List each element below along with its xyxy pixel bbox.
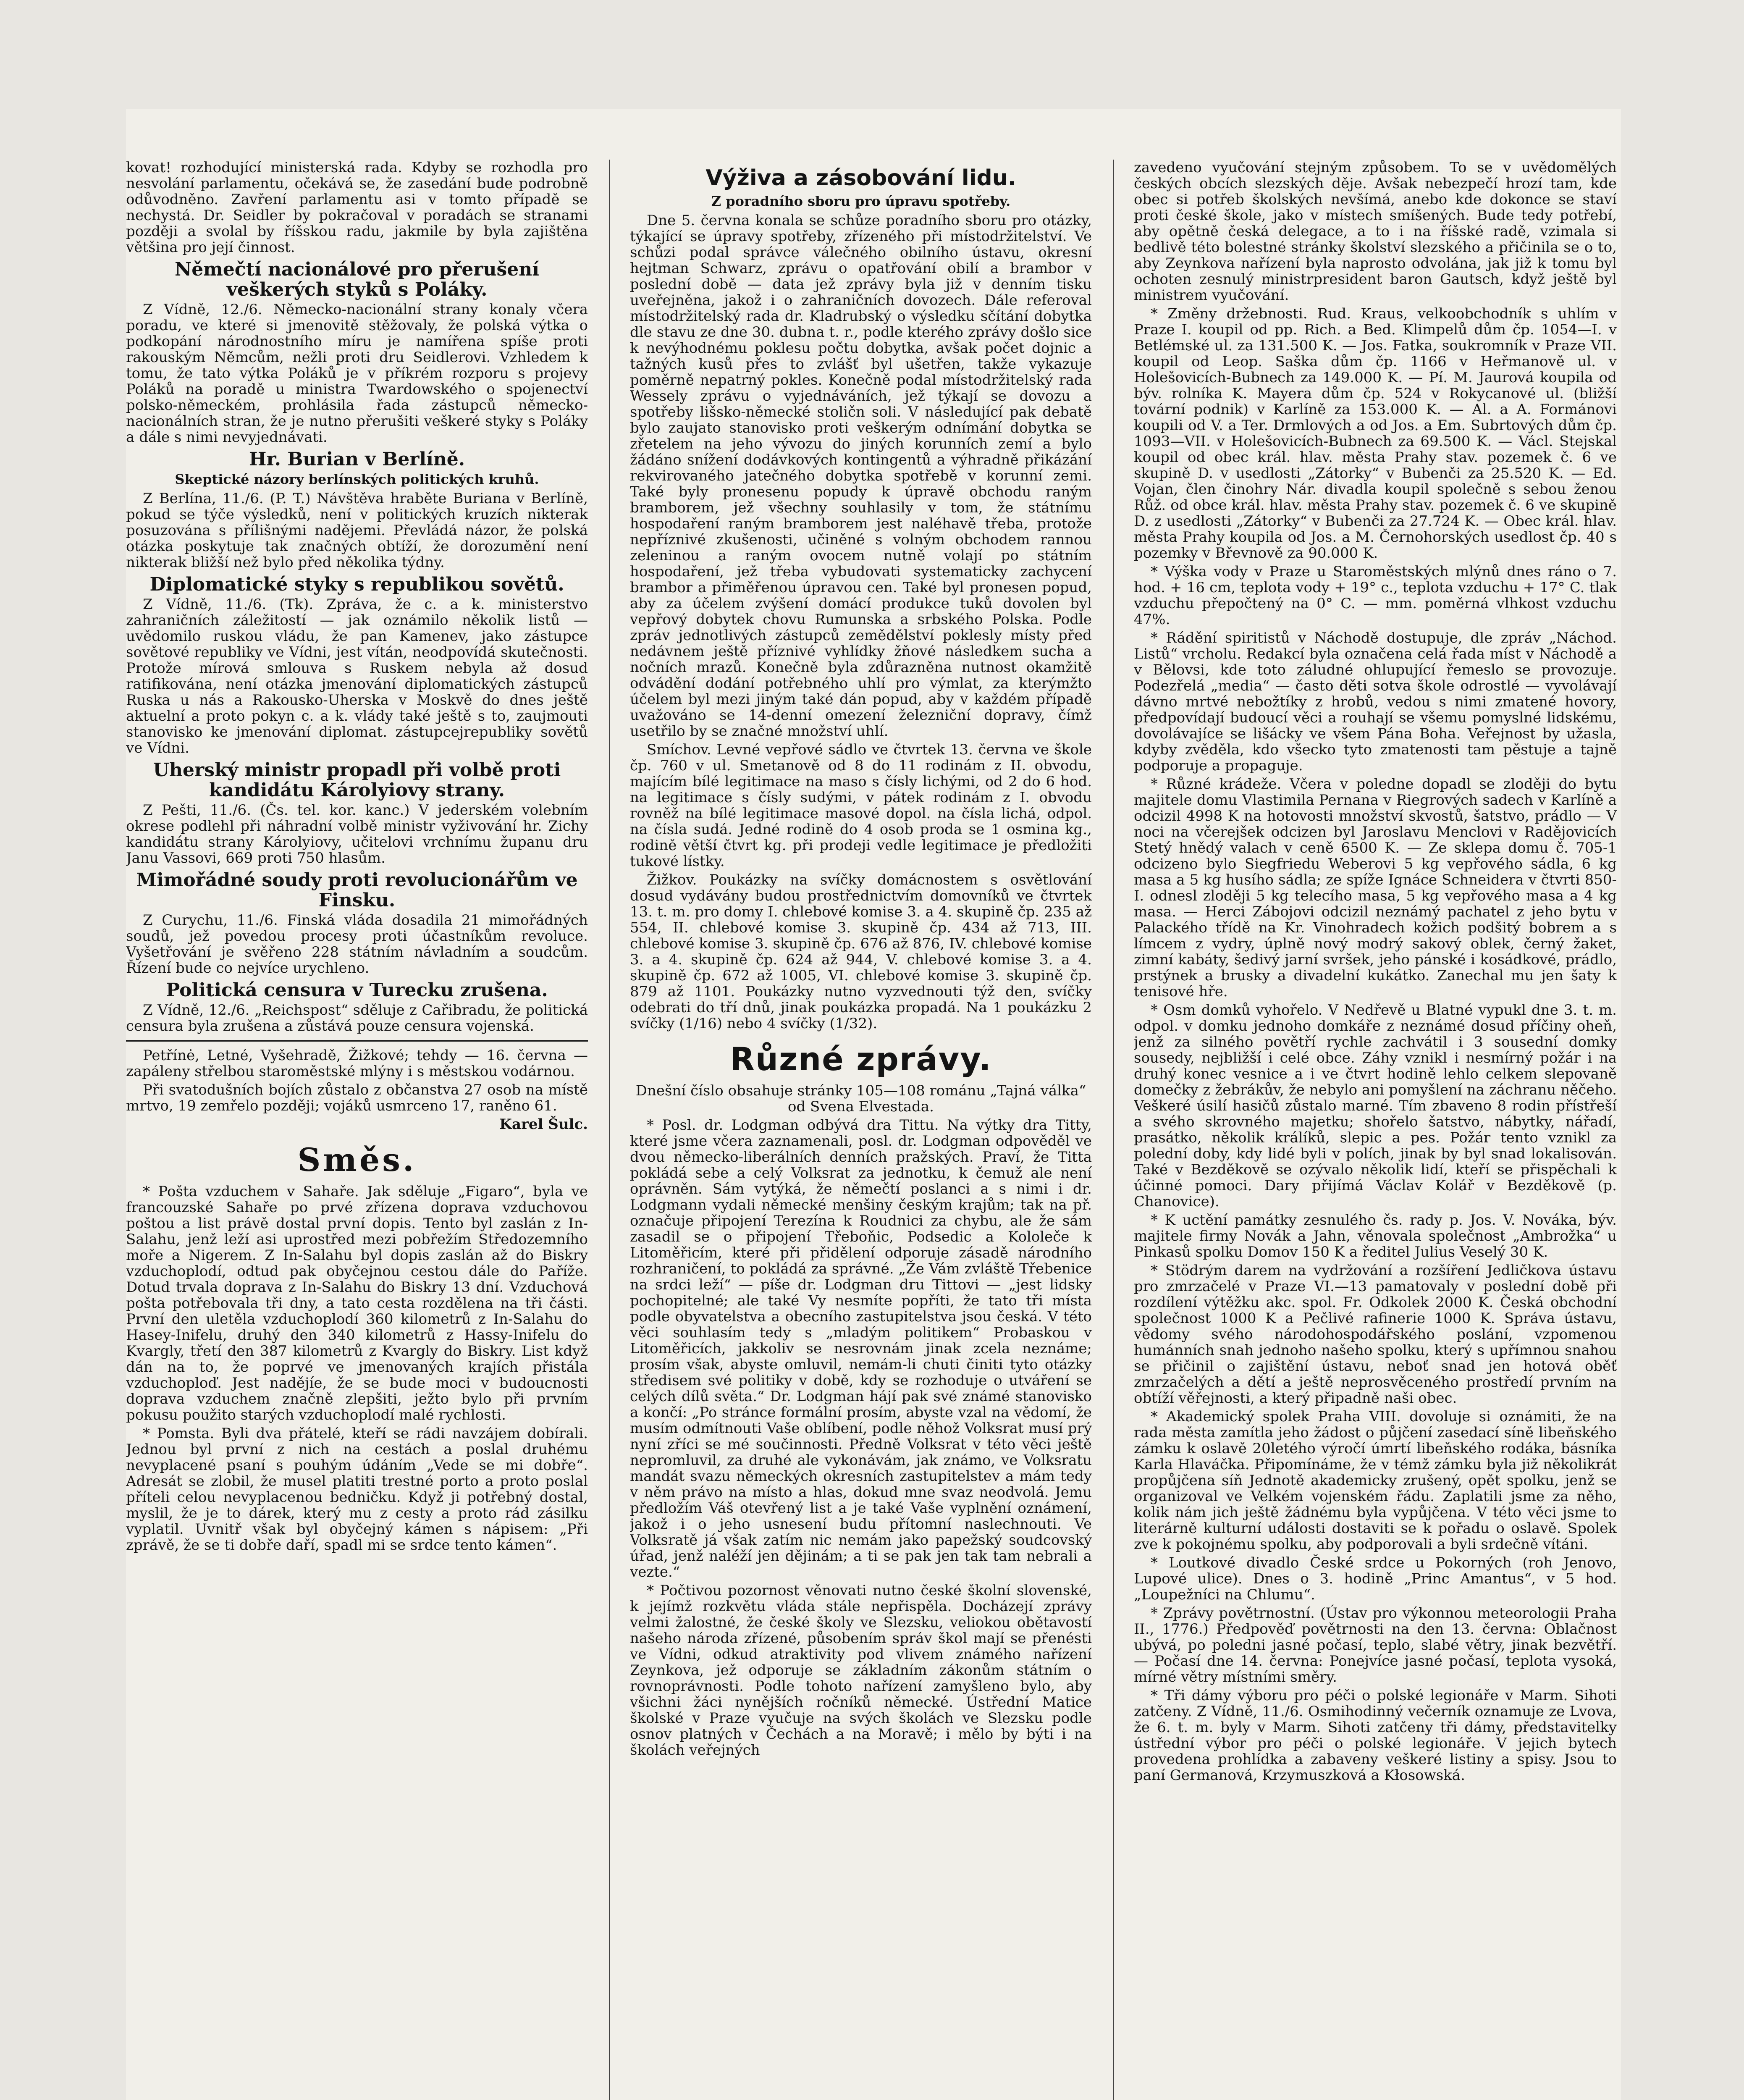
headline: Hr. Burian v Berlíně. [249,449,465,470]
article-text: Dnešní číslo obsahuje stránky 105—108 románu „Tajná válka“ od Svena Elvestada. [635,1082,1086,1115]
article-text: * Výška vody v Praze u Staroměstských mlýnů dnes ráno o 7. hod. + 16 cm, teplota vody + 19° c., teplota vzduchu + 17° C. tlak vzduchu přepočtený na 0° C. — mm. poměrná vlhkost vzduchu 47%. [1134,563,1617,628]
author-signature: Karel Šulc. [499,1116,588,1133]
article-text: * Akademický spolek Praha VIII. dovoluje si oznámiti, že na rada města zamítla jeho žádost o půjčení zasedací síně libeňského zámku k oslavě 20letého výročí úmrtí libeňského rodáka, básníka Karla Hlaváčka. Připomínáme, že v témž zámku byla již několikrát propůjčena síň Jednotě akademicky zrušený, opět spolku, jenž se organizoval ve Velkém vojenském řádu. Zaplatili jsme za něho, kolik nám jich ještě žádnému byla vypůjčena. V této věci jsme to literárně kulturní události dostaviti se k pořadu o oslavě. Spolek zve k pokojnému spolku, aby podporovali a byli srdečně vítáni. [1134,1408,1617,1553]
headline: Uherský ministr propadl při volbě proti kandidátu Károlyiovy strany. [153,759,561,801]
column-divider [609,160,610,2100]
article-text: kovat! rozhodující ministerská rada. Kdyby se rozhodla pro nesvolání parlamentu, očekává se, že zasedání bude podrobně odůvodněno. Zavření parlamentu asi v tomto případě se nechystá. Dr. Seidler by pokračoval v poradách se stranami později a svolal by říšskou radu, jakmile by byla zajištěna většina pro její činnost. [126,160,588,256]
article-text: zavedeno vyučování stejným způsobem. To se v uvědomělých českých obcích slezských děje. Avšak nebezpečí hrozí tam, kde obec si potřeb školských nevšímá, anebo kde dokonce se staví proti české škole, jako v místech smíšených. Bude tedy potřebí, aby opětně česká delegace, a to i na říšské radě, vzimala si bedlivě této bolestné stránky školství slezského a přičinila se o to, aby Zeynkova nařízení byla naprosto odvolána, jak již k tomu byl ochoten zesnulý ministrpresident baron Gautsch, když ještě byl ministrem vyučování. [1134,160,1617,304]
headline: Mimořádné soudy proti revolucionářům ve Finsku. [136,869,578,911]
section-title: Výživa a zásobování lidu. [705,165,1016,191]
article-text: Z Curychu, 11./6. Finská vláda dosadila 21 mimořádných soudů, jež povedou procesy proti účastníkům revoluce. Vyšetřování je svěřeno 228 státním návladním a soudcům. Řízení bude co nejvíce urychleno. [126,912,588,976]
section-title: Směs. [297,1141,417,1179]
subheadline: Skeptické názory berlínských politických kruhů. [175,471,539,487]
newspaper-page [126,109,1621,2100]
headline: Politická censura v Turecku zrušena. [166,979,548,1001]
article-text: * K uctění památky zesnulého čs. rady p. Jos. V. Nováka, býv. majitele firmy Novák a Jahn, věnovala společnost „Ambrožka“ u Pinkasů spolku Domov 150 K a ředitel Julius Veselý 30 K. [1134,1212,1617,1260]
section-rule [126,1040,588,1042]
article-text: Z Vídně, 12./6. „Reichspost“ sděluje z Cařibradu, že politická censura byla zrušena a zůstává pouze censura vojenská. [126,1002,588,1034]
article-text: * Změny držebnosti. Rud. Kraus, velkoobchodník s uhlím v Praze I. koupil od pp. Rich. a Bed. Klimpelů dům čp. 1054—I. v Betlémské ul. za 131.500 K. — Jos. Fatka, soukromník v Praze VII. koupil od Leop. Saška dům čp. 1166 v Heřmanově ul. v Holešovicích-Bubnech za 149.000 K. — Pí. M. Jaurová koupila od býv. rolníka K. Mayera dům čp. 524 v Rokycanové ul. (bližší tovární podnik) v Karlíně za 153.000 K. — Al. a A. Formánovi koupili od V. a Ter. Drmlových a od Jos. a Em. Subrtových dům čp. 1093—VII. v Holešovicích-Bubnech za 69.500 K. — Václ. Stejskal koupil od obec král. hlav. města Prahy stav. pozemek č. 6 ve skupině D. v usedlosti „Zátorky“ v Bubenči za 25.520 K. — Ed. Vojan, člen činohry Nár. divadla koupil společně s sebou ženou Růž. od obce král. hlav. města Prahy stav. pozemek č. 6 ve skupině D. z usedlosti „Zátorky“ v Bubenči za 27.724 K. — Obec král. hlav. města Prahy koupila od Jos. a M. Černohorských usedlost čp. 40 s pozemky v Břevnově za 90.000 K. [1134,305,1617,562]
article-text: * Počtivou pozornost věnovati nutno české školní slovenské, k jejímž rozkvětu vláda stále nepřispěla. Docházejí zprávy velmi žalostné, že české školy ve Slezsku, veliokou obětavostí našeho národa zřízené, působením správ škol mají se přenésti ve Vídni, odkud atraktivity pod vlivem známého nařízení Zeynkova, jež odporuje se základním zákonům státním o rovnoprávnosti. Podle tohoto nařízení zamyšleno bylo, aby všichni žáci nynějších ročníků německé. Ústřední Matice školské v Praze vyučuje na svých školách ve Slezsku podle osnov platných v Čechách a na Moravě; i mělo by býti i na školách veřejných [630,1582,1092,1759]
subheadline: Z poradního sboru pro úpravu spotřeby. [711,193,1011,209]
article-text: * Loutkové divadlo České srdce u Pokorných (roh Jenovo, Lupové ulice). Dnes o 3. hodině „Princ Amantus“, v 5 hod. „Loupežníci na Chlumu“. [1134,1554,1617,1603]
article-text: Z Berlína, 11./6. (P. T.) Návštěva hraběte Buriana v Berlíně, pokud se týče výsledků, není v politických kruzích nikterak posuzována s přílišnými nadějemi. Převládá názor, že polská otázka poskytuje tak značných obtíží, že dorozumění není nikterak bližší než bylo před několika týdny. [126,490,588,571]
headline: Diplomatické styky s republikou sovětů. [149,574,564,595]
article-text: * Stödrým darem na vydržování a rozšíření Jedličkova ústavu pro zmrzačelé v Praze VI.—13 pamatovaly v poslední době při rozdílení výtěžku akc. spol. Fr. Odkolek 2000 K. Česká obchodní společnost 1000 K a Pečlivé rafinerie 1000 K. Správa ústavu, vědomy svého národohospodářského poslání, vzpomenou humánních snah jednoho našeho spolku, který s upřímnou snahou se přičinil o zajištění ústavu, neboť snad jen hotová oběť zmrzačelých a dětí a ještě neprosvěceného prostředí prvním na obtíží věřejnosti, a který připadně naši obec. [1134,1262,1617,1407]
column-3 [1134,160,1617,2100]
article-text: * Různé krádeže. Včera v poledne dopadl se zloději do bytu majitele domu Vlastimila Pernana v Riegrových sadech v Karlíně a odcizil 4998 K na hotovosti množství skvostů, šatstvo, prádlo — V noci na včerejšek odcizen byl Jaroslavu Menclovi v Radějovicích Stetý hnědý valach v ceně 6500 K. — Ze sklepa domu č. 705-1 odcizeno bylo Siegfriedu Weberovi 5 kg vepřového sádla, 6 kg masa a 5 kg husího sádla; ze spíže Ignáce Schneidera v čtvrti 850-I. odnesl zloději 5 kg telecího masa, 5 kg vepřového masa a 4 kg masa. — Herci Zábojovi odcizil neznámý pachatel z jeho bytu v Palackého třídě na Kr. Vinohradech kožich podšitý bobrem a s límcem z vydry, úplně nový modrý sakový oblek, černý žaket, zimní kabáty, šedivý jarní svršek, jeho pánské i kosádkové, prádlo, prstýnek a brusky a divadelní kukátko. Zanechal mu jen šaty k tenisové hře. [1134,776,1617,1000]
article-text: Z Pešti, 11./6. (Čs. tel. kor. kanc.) V jederském volebním okrese podlehl při náhradní volbě ministr vyživování hr. Zichy kandidátu strany Károlyiovy, učitelovi vrchnímu županu dru Janu Vassovi, 669 proti 750 hlasům. [126,802,588,866]
article-text: Žižkov. Poukázky na svíčky domácnostem s osvětlování dosud vydávány budou prostřednictvím domovníků ve čtvrtek 13. t. m. pro domy I. chlebové komise 3. a 4. skupině čp. 235 až 554, II. chlebové komise 3. skupině čp. 434 až 713, III. chlebové komise 3. skupině čp. 676 až 876, IV. chlebové komise 3. a 4. skupině čp. 624 až 944, V. chlebové komise 3. a 4. skupině čp. 672 až 1005, VI. chlebové komise 3. skupině čp. 879 až 1101. Poukázky nutno vyzvednouti týž den, svíčky odebrati do tří dnů, jinak poukázka propadá. Na 1 poukázku 2 svíčky (1/16) nebo 4 svíčky (1/32). [630,872,1092,1032]
article-text: * Pošta vzduchem v Sahaře. Jak sděluje „Figaro“, byla ve francouzské Sahaře po prvé zřízena doprava vzduchovou poštou a list právě dostal první dopis. Tento byl zaslán z In-Salahu, jenž leží asi uprostřed mezi pobřežím Středozemního moře a Nigerem. Z In-Salahu byl dopis zaslán až do Biskry vzduchoplodí, odtud pak obyčejnou cestou dále do Paříže. Dotud trvala doprava z In-Salahu do Biskry 13 dní. Vzduchová pošta potřebovala tři dny, a tato cesta rozdělena na tři části. První den uletěla vzduchoplodí 360 kilometrů z In-Salahu do Hasey-Inifelu, druhý den 340 kilometrů z Hassy-Inifelu do Kvargly, třetí den 387 kilometrů z Kvargly do Biskry. List když dán na to, že poprvé ve jmenovaných krajích přistála vzduchoploď. Jest nadějíe, že se bude moci v budoucnosti doprava vzduchem značně zlepšiti, ježto bylo při prvním pokusu použito starých vzduchoplodí malé rychlosti. [126,1183,588,1423]
article-text: Při svatodušních bojích zůstalo z občanstva 27 osob na místě mrtvo, 19 zemřelo později; vojáků usmrceno 17, raněno 61. [126,1082,588,1114]
article-text: * Rádění spiritistů v Náchodě dostupuje, dle zpráv „Náchod. Listů“ vrcholu. Redakcí byla označena celá řada míst v Náchodě a v Bělovsi, kde toto záludné ohlupující řemeslo se provozuje. Podezřelá „media“ — často děti sotva škole odrostlé — vyvolávají dávno mrtvé nebožtíky z hrobů, vedou s nimi zmatené hovory, předpovídají budoucí věci a rouhají se všemu pomyslné lidskému, dovolávajíce se lišácky ve všem Pána Boha. Veřejnost by užasla, kdyby zvěděla, kdo všecko tyto zmatenosti tam pěstuje a tajně podporuje a propaguje. [1134,630,1617,774]
article-text: * Pomsta. Byli dva přátelé, kteří se rádi navzájem dobírali. Jednou byl první z nich na cestách a poslal druhému nevyplacené psaní s pouhým údáním „Vede se mi dobře“. Adresát se zlobil, že musel platiti trestné porto a proto poslal příteli celou nevyplacenou bedničku. Když ji potřebný dostal, myslil, že je to dárek, který mu z cesty a proto rád zásilku vyplatil. Uvnitř však byl obyčejný kámen s nápisem: „Při zprávě, že se ti dobře daří, spadl mi se srdce tento kámen“. [126,1425,588,1554]
article-text: Z Vídně, 12./6. Německo-nacionální strany konaly včera poradu, ve které si jmenovitě stěžovaly, že polská výtka o podkopání národnostního míru je namířena spíše proti rakouským Němcům, nežli proti dru Seidlerovi. Vzhledem k tomu, že tato výtka Poláků je v příkrém rozporu s projevy Poláků na poradě u ministra Twardowského o spojenectví polsko-německém, prohlásila řada zástupců německo-nacionálních stran, že je nutno přerušiti veškeré styky s Poláky a dále s nimi nevyjednávati. [126,301,588,446]
article-text: * Posl. dr. Lodgman odbývá dra Tittu. Na výtky dra Titty, které jsme včera zaznamenali, posl. dr. Lodgman odpověděl ve dvou německo-liberálních denních pražských. Praví, že Titta pokládá sebe a celý Volksrat za jednotku, k čemuž ale není oprávněn. Sám vytýká, že němečtí poslanci a s nimi i dr. Lodgmann vydali německé menšiny českým krajům; tak na př. označuje připojení Terezína k Roudnici za chybu, ale že sám zasadil se o připojení Třeboňic, Podsedic a Kololeče k Litoměřicím, které při přidělení odporuje zásadě národního rozhraničení, to pokládá za správné. „Že Vám zvláště Třebenice na srdci leží“ — píše dr. Lodgman dru Tittovi — „jest lidsky pochopitelné; ale také Vy nesmíte popříti, že tato tři místa podle obyvatelstva a obecního zastupitelstva jsou česká. V této věci souhlasím tedy s „mladým politikem“ Probaskou v Litoměřicích, jakkoliv se nesrovnám jinak zcela neznáme; prosím však, abyste omluvil, nemám-li chuti činiti tyto otázky středisem své politiky v době, kdy se rozhoduje o utváření se celých dílů světa.“ Dr. Lodgman hájí pak své známé stanovisko a končí: „Po stránce formální prosím, abyste vzal na vědomí, že musím odmítnouti Vaše oblíbení, podle něhož Volksrat musí prý nyní zříci se mé součinnosti. Předně Volksrat v této věci ještě nepromluvil, za druhé ale vykonávám, jak známo, ve Volksratu mandát svazu německých okresních zastupitelstev a mám tedy v něm právo na místo a hlas, dokud mne svaz neodvolá. Jemu předložím Váš otevřený list a je také Vaše vyplnění oznámení, jakož i o jeho usnesení budu přítomní naslechnouti. Ve Volksratě já však zatím nic nemám jako papežský soudcovský úřad, jenž naléží jen dějinám; a ti se pak jen tak tam nebrali a vezte.“ [630,1117,1092,1580]
section-title: Různé zprávy. [730,1040,992,1078]
article-text: Dne 5. června konala se schůze poradního sboru pro otázky, týkající se úpravy spotřeby, zřízeného při místodržitelství. Ve schůzi podal správce válečného obilního ústavu, okresní hejtman Schwarz, zprávu o opatřování obilí a brambor v poslední době — data jež zprávy byla již v denním tisku uveřejněna, jakož i o zahraničních dovozech. Dále referoval místodržitelský rada dr. Kladrubský o výsledku sčítání dobytka dle stavu ze dne 30. dubna t. r., podle kterého zprávy došlo sice k nevýhodnému poklesu počtu dobytka, avšak počet dojnic a tažných kusů přes to zvlášť byl ušetřen, takže vykazuje poměrně nepatrný pokles. Konečně podal místodržitelský rada Wessely zprávu o vyjednáváních, jež týkají se dovozu a spotřeby lišsko-německé stoličn soli. V následující pak debatě bylo zaujato stanovisko proti veškerým odnímání dobytka se zřetelem na jeho vývozu do jiných korunních zemí a bylo žádáno snížení dodávkových kontingentů a výhradně přikázání rekvirovaného jatečného dobytka spotřebě v korunní zemi. Také byly pronesenu popudy k úpravě obchodu raným bramborem, jež všechny souhlasily v tom, že státnímu hospodaření raným bramborem jest naléhavě třeba, protože nepříznivé zkušenosti, učiněné s volným obchodem rannou zeleninou a raným ovocem nutně volají po státním hospodaření, jež třeba vybudovati systematicky zachycení brambor a přiměřenou úpravou cen. Také byl pronesen popud, aby za účelem zvýšení domácí produkce tuků dovolen byl vepřový dobytek chovu Rumunska a srbského Polska. Podle zpráv jednotlivých zástupců zemědělství poklesly místy před nedávnem ještě příznivé vyhlídky žňové následkem sucha a nočních mrazů. Konečně byla zdůrazněna nutnost okamžitě odvádění dodání potřebného uhlí pro výmlat, za kterýmžto účelem byl mezi jiným také dán popud, aby v každém případě uvažováno se 14-denní omezení železniční dopravy, čímž usetřilo by se značné množství uhlí. [630,212,1092,740]
article-text: Smíchov. Levné vepřové sádlo ve čtvrtek 13. června ve škole čp. 760 v ul. Smetanově od 8 do 11 rodinám z II. obvodu, majícím bílé legitimace na maso s čísly lichými, od 2 do 6 hod. na legitimace s čísly sudými, v pátek rodinám z I. obvodu rovněž na bílé legitimace masové dopol. na čísla lichá, odpol. na čísla sudá. Jedné rodině do 4 osob proda se 1 osmina kg., rodině větší čtvrt kg. při prodeji vedle legitimace je předložiti tukové lístky. [630,741,1092,870]
article-text: * Tři dámy výboru pro péči o polské legionáře v Marm. Sihoti zatčeny. Z Vídně, 11./6. Osmihodinný večerník oznamuje ze Lvova, že 6. t. m. byly v Marm. Sihoti zatčeny tři dámy, představitelky ústřední výbor pro péči o polské legionáře. V jejich bytech provedena prohlídka a zabaveny veškeré listiny a spisy. Jsou to paní Germanová, Krzymuszková a Kłosowská. [1134,1687,1617,1784]
article-text: * Osm domků vyhořelo. V Nedřevě u Blatné vypukl dne 3. t. m. odpol. v domku jednoho domkáře z neznámé dosud příčiny oheň, jenž za silného povětří rychle zachvátil i 3 sousední domky sousedy, nejbližší i celé obce. Záhy vznikl i nesmírný požár i na druhý konec vesnice a i ve čtvrt hodině lehlo celkem slepovaně domečky z žebrákův, že nebylo ani pomyšlení na záchranu něčeho. Veškeré úsilí hasičů zůstalo marné. Tím zbaveno 8 rodin přístřeší a svého skrovného majetku; shořelo šatstvo, nábytky, nářadí, prasátko, několik králíků, slepic a pes. Požár tento vznikl za polední doby, kdy lidé byli v polích, jinak by byl snad lokalisován. Také v Bezděkově se ozývalo několik lidí, kteří se přispěchali k účinné pomoci. Dary přijímá Václav Kolář v Bezděkově (p. Chanovice). [1134,1002,1617,1210]
column-2 [630,160,1092,2100]
column-1 [126,160,588,2100]
article-text: Z Vídně, 11./6. (Tk). Zpráva, že c. a k. ministerstvo zahraničních záležitostí — jak oznámilo několik listů — uvědomilo ruskou vládu, že pan Kamenev, jako zástupce sovětové republiky ve Vídni, jest vítán, neodpovídá skutečnosti. Protože mírová smlouva s Ruskem nebyla až dosud ratifikována, není otázka jmenování diplomatických zástupců Ruska u nás a Rakousko-Uherska v Moskvě do dnes ještě aktuelní a proto pokyn c. a k. vlády také ještě s to, zaujmouti stanovisko ke jmenování diplomat. zástupcejrepubliky sovětů ve Vídni. [126,596,588,756]
article-text: Petřínė, Letné, Vyšehradě, Žižkové; tehdy — 16. června — zapáleny střelbou staroměstské mlýny i s městskou vodárnou. [126,1047,588,1080]
headline: Němečtí nacionálové pro přerušení veškerých styků s Poláky. [175,259,539,300]
column-divider [1113,160,1114,2100]
article-text: * Zprávy povětrnostní. (Ústav pro výkonnou meteorologii Praha II., 1776.) Předpověď povětrnosti na den 13. června: Oblačnost ubývá, po poledni jasné počasí, teplo, slabé větry, jinak bezvětří. — Počasí dne 14. června: Ponejvíce jasné počasí, teplota vysoká, mírné větry místními směry. [1134,1605,1617,1685]
